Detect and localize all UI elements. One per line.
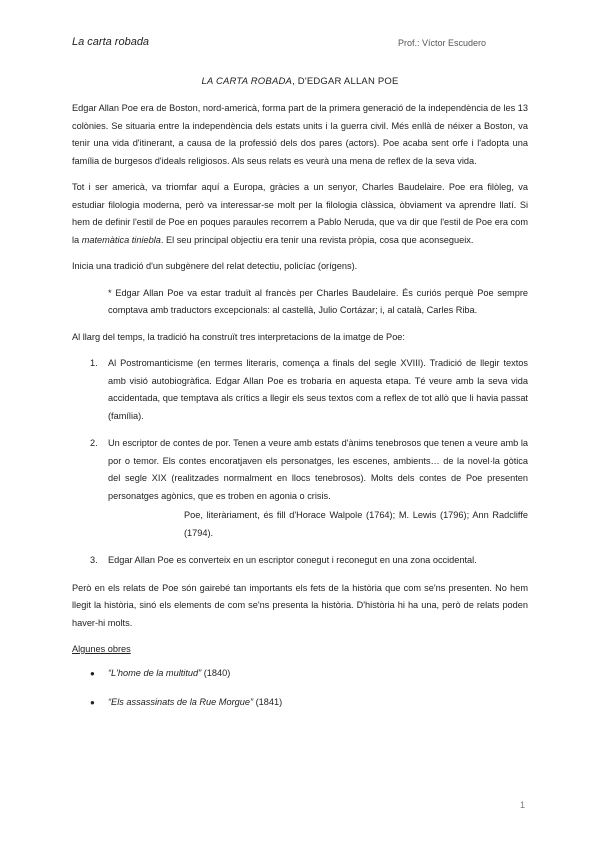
page-number: 1 [520,800,526,810]
page-title [0,76,600,87]
list-item-text: Edgar Allan Poe es converteix en un escriptor conegut i reconegut en una zona occidental. [108,555,477,565]
paragraph-interpretations: Al llarg del temps, la tradició ha construït tres interpretacions de la imatge de Poe: [72,331,405,342]
list-number: 2. [90,438,98,448]
paragraph-translation-note: * Edgar Allan Poe va estar traduït al francès per Charles Baudelaire. És curiós perquè Poe sempre comptava amb traductors excepcionals: al castellà, Julio Cortázar; i, al català, Carles Riba. [108,287,528,315]
work-title: “L'home de la multitud” [108,667,202,678]
title-italic: LA CARTA ROBADA [201,76,293,87]
document-body [72,100,528,724]
list-number: 3. [90,555,98,565]
paragraph-baudelaire [72,179,528,249]
paragraph-narration: Però en els relats de Poe són gairebé tan importants els fets de la història que com se'ns presenten. No hem llegit la història, sinó els elements de com se'ns presenta la història. D'història hi ha una, però de relats poden haver-hi molts. [72,582,528,628]
works-heading: Algunes obres [72,644,131,654]
work-year: (1840) [201,667,231,678]
work-title: “Els assassinats de la Rue Morgue” [108,697,254,707]
work-year: (1841) [253,697,283,707]
paragraph-baudelaire-text-end: . El seu principal objectiu era tenir una revista pròpia, cosa que aconsegueix. [160,234,474,245]
bullet-icon: ● [90,698,95,707]
document-header-author: Prof.: Víctor Escudero [398,38,487,48]
paragraph-tradition: Inicia una tradició d'un subgènere del relat detectiu, policíac (orígens). [72,261,358,271]
paragraph-intro: Edgar Allan Poe era de Boston, nord-americà, forma part de la primera generació de la independència de les 13 colònies. Se situaria entre la independència dels estats units i la guerra civil. Més enllà de néixer a Boston, va tenir una vida d'itinerant, a causa de la professió dels dos pares (actors). Poe acaba sent orfe i l'adopta una família de burgesos d'ideals religiosos. Als seus relats es veurà una mena de reflex de la seva vida. [72,103,528,166]
list-number: 1. [90,358,98,368]
list-item [72,355,528,425]
works-list [72,665,528,712]
title-rest: , D'EDGAR ALLAN POE [292,76,399,87]
bullet-icon: ● [90,668,95,678]
paragraph-baudelaire-emphasis: matemàtica tiniebla [81,234,161,245]
interpretations-list [72,355,528,570]
document-header-title: La carta robada [72,36,150,48]
list-item-text: Un escriptor de contes de por. Tenen a veure amb estats d'ànims tenebrosos que tenen a veure amb la por o temor. Els contes encoratjaven els personatges, les escenes, ambients… de la novel·la gòtica del segle XIX (realitzades normalment en llocs tenebrosos). Molts dels contes de Poe presenten personatges agònics, que es troben en agonia o crisis. [108,438,528,501]
list-item-quote: Poe, literàriament, és fill d'Horace Walpole (1764); M. Lewis (1796); Ann Radcliffe (1794). [184,510,528,538]
works-item [72,694,528,712]
list-item [72,552,528,570]
list-item-text: Al Postromanticisme (en termes literaris, comença a finals del segle XVIII). Tradició de llegir textos amb visió autobiogràfica. Edgar Allan Poe es trobaria en aquesta etapa. Té veure amb la seva vida accidentada, que temptava als crítics a llegir els seus textos com a reflex de tot allò que li havia passat (família). [108,358,528,421]
paragraph-baudelaire-text: Tot i ser americà, va triomfar aquí a Europa, gràcies a un senyor, Charles Baudelaire. Poe era filòleg, va estudiar filologia moderna, però va interessar-se molt per la filologia clàssica, òbviament va aprendre llatí. Si hem de definir l'estil de Poe en poques paraules recorrem a Pablo Neruda, que va dir que l'estil de Poe era com la [72,182,528,245]
list-item [72,435,528,542]
works-item [72,665,528,683]
